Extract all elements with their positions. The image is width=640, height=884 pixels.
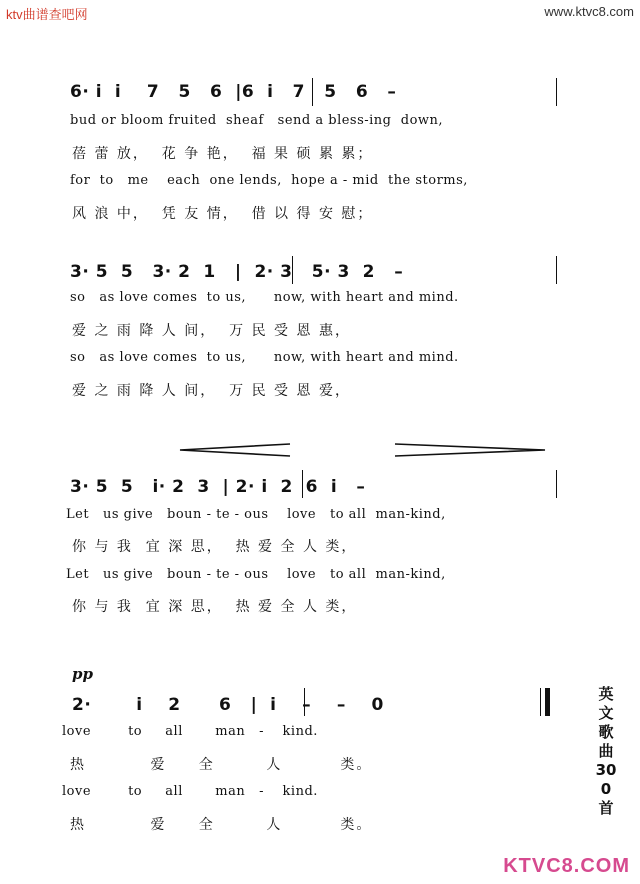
barline xyxy=(302,470,303,498)
system-1-notes: 6· i i 7 5 6 |6 i 7 5 6 – xyxy=(70,82,397,102)
system-2-lyric-en-1: so as love comes to us, now, with heart and mind. xyxy=(70,290,459,305)
barline xyxy=(556,78,557,106)
final-barline-thin xyxy=(540,688,541,716)
system-3-notes: 3· 5 5 i· 2 3 | 2· i 2 6 i – xyxy=(70,477,366,497)
watermark-top-right: www.ktvc8.com xyxy=(544,4,634,19)
system-2-lyric-zh-1: 爱 之 雨 降 人 间， 万 民 受 恩 惠， xyxy=(72,323,351,339)
system-3-lyric-zh-1: 你 与 我 宜 深 思， 热 爱 全 人 类， xyxy=(72,539,358,555)
side-label: 英文歌曲300首 xyxy=(595,685,617,817)
watermark-bottom-right: KTVC8.COM xyxy=(503,855,630,877)
barline xyxy=(556,470,557,498)
barline xyxy=(292,256,293,284)
system-4-lyric-en-2: love to all man - kind. xyxy=(62,784,318,799)
barline xyxy=(304,688,305,716)
system-1-lyric-zh-1: 蓓 蕾 放， 花 争 艳， 福 果 硕 累 累； xyxy=(72,146,374,162)
system-1-lyric-en-2: for to me each one lends, hope a - mid the storms, xyxy=(70,173,468,188)
watermark-top-left: ktv曲谱查吧网 xyxy=(6,7,88,22)
system-2-notes: 3· 5 5 3· 2 1 | 2· 3 5· 3 2 – xyxy=(70,262,404,282)
crescendo-hairpin xyxy=(180,444,290,456)
system-2-lyric-zh-2: 爱 之 雨 降 人 间， 万 民 受 恩 爱， xyxy=(72,383,351,399)
system-3-lyric-en-2: Let us give boun - te - ous love to all man-kind, xyxy=(66,567,446,582)
barline xyxy=(312,78,313,106)
system-4-notes: 2· i 2 6 | i – – 0 xyxy=(72,695,384,715)
final-barline-thick xyxy=(545,688,550,716)
system-1-lyric-zh-2: 风 浪 中， 凭 友 情， 借 以 得 安 慰； xyxy=(72,206,374,222)
barline xyxy=(556,256,557,284)
system-2-lyric-en-2: so as love comes to us, now, with heart and mind. xyxy=(70,350,459,365)
system-4-lyric-zh-2: 热 爱 全 人 类。 xyxy=(70,817,373,833)
system-4-lyric-zh-1: 热 爱 全 人 类。 xyxy=(70,757,373,773)
system-1-lyric-en-1: bud or bloom fruited sheaf send a bless-ing down, xyxy=(70,113,444,128)
system-4-lyric-en-1: love to all man - kind. xyxy=(62,724,318,739)
decrescendo-hairpin xyxy=(395,444,545,456)
system-3-lyric-en-1: Let us give boun - te - ous love to all man-kind, xyxy=(66,507,446,522)
dynamic-marking: pp xyxy=(72,665,93,683)
system-3-lyric-zh-2: 你 与 我 宜 深 思， 热 爱 全 人 类， xyxy=(72,599,358,615)
